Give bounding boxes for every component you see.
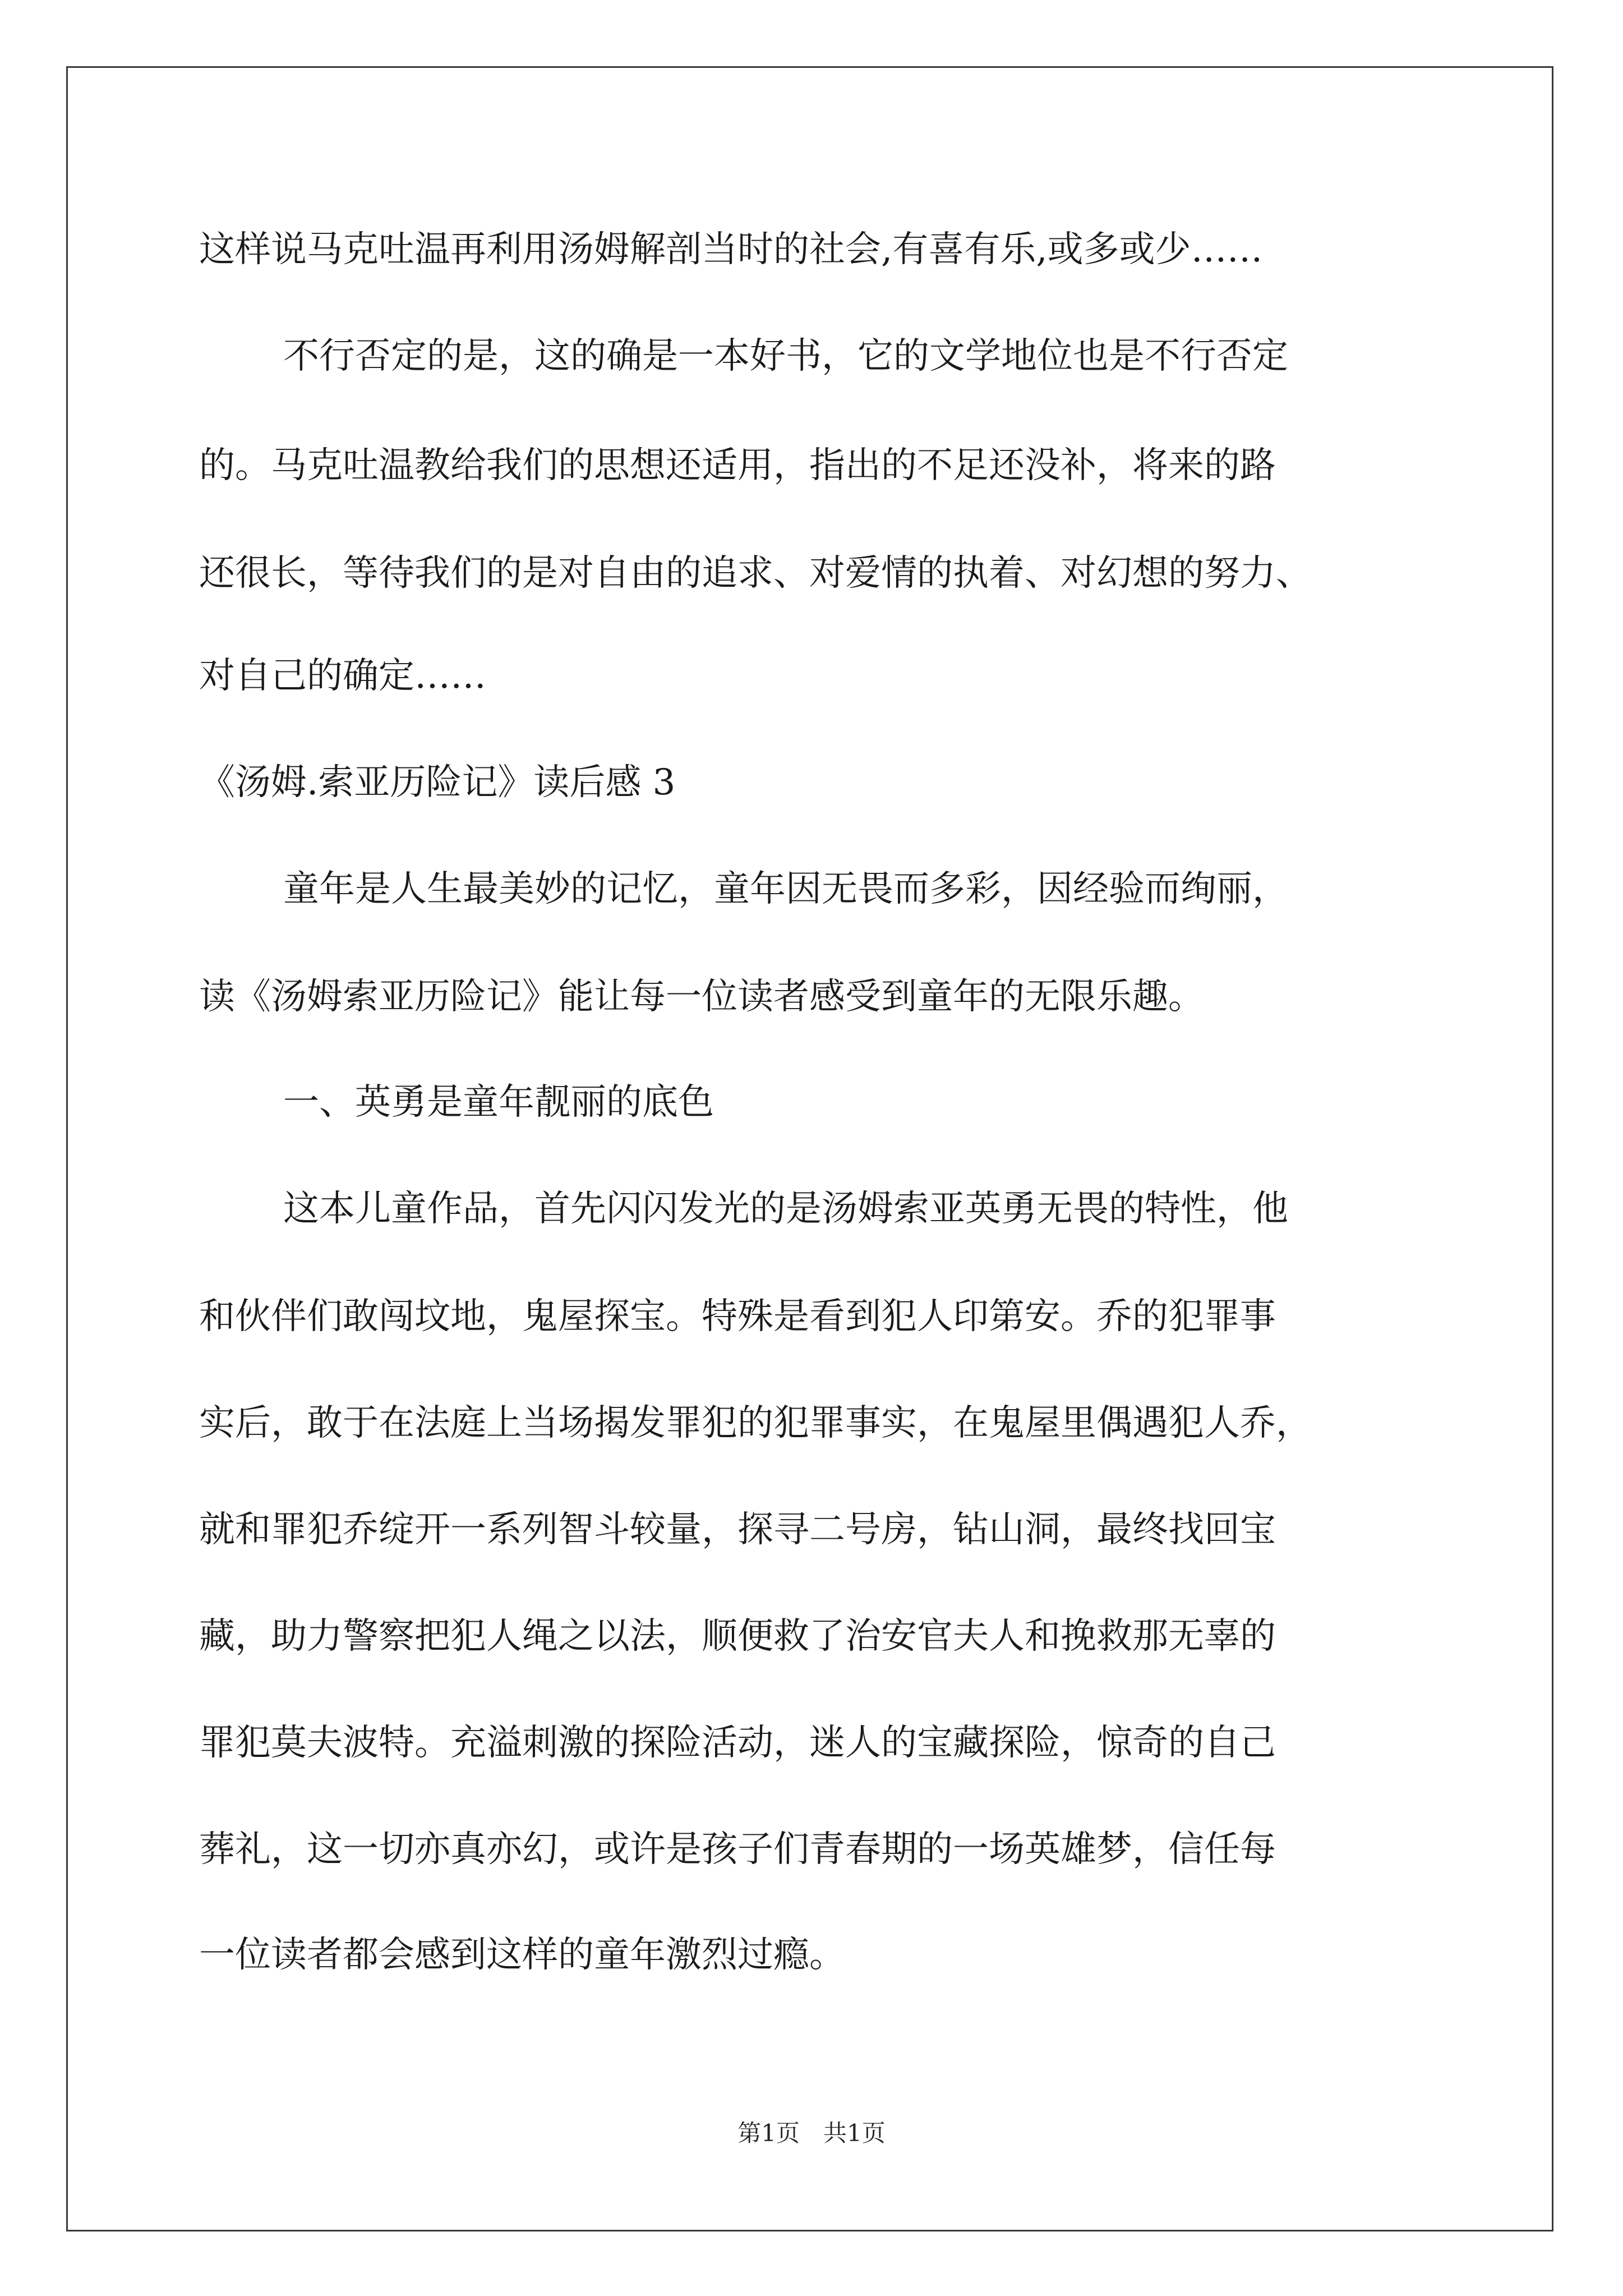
text-line: 读《汤姆索亚历险记》能让每一位读者感受到童年的无限乐趣。 (199, 976, 1204, 1018)
paragraph-start-line: 不行否定的是，这的确是一本好书，它的文学地位也是不行否定 (283, 335, 1288, 377)
text-line: 还很长，等待我们的是对自由的追求、对爱情的执着、对幻想的努力、 (199, 553, 1312, 594)
page-border (66, 66, 1553, 2231)
text-line: 藏，助力警察把犯人绳之以法，顺便救了治安官夫人和挽救那无辜的 (199, 1616, 1276, 1657)
subheading-line: 一、英勇是童年靓丽的底色 (283, 1082, 714, 1123)
text-line: 实后，敢于在法庭上当场揭发罪犯的犯罪事实，在鬼屋里偶遇犯人乔， (199, 1402, 1312, 1444)
text-line: 就和罪犯乔绽开一系列智斗较量，探寻二号房，钻山洞，最终找回宝 (199, 1509, 1276, 1550)
text-line: 葬礼，这一切亦真亦幻，或许是孩子们青春期的一场英雄梦，信任每 (199, 1829, 1276, 1870)
paragraph-start-line: 童年是人生最美妙的记忆，童年因无畏而多彩，因经验而绚丽， (283, 868, 1288, 910)
page-footer: 第1页 共1页 (737, 2119, 886, 2147)
text-line: 一位读者都会感到这样的童年激烈过瘾。 (199, 1934, 845, 1976)
text-line: 罪犯莫夫波特。充溢刺激的探险活动，迷人的宝藏探险，惊奇的自己 (199, 1722, 1276, 1764)
text-line: 和伙伴们敢闯坟地，鬼屋探宝。特殊是看到犯人印第安。乔的犯罪事 (199, 1296, 1276, 1337)
text-line: 这样说马克吐温再利用汤姆解剖当时的社会,有喜有乐,或多或少…… (199, 229, 1263, 270)
paragraph-start-line: 这本儿童作品，首先闪闪发光的是汤姆索亚英勇无畏的特性，他 (283, 1188, 1288, 1230)
section-heading: 《汤姆.索亚历险记》读后感 3 (199, 762, 676, 803)
text-line: 对自己的确定…… (199, 655, 486, 697)
text-line: 的。马克吐温教给我们的思想还适用，指出的不足还没补，将来的路 (199, 445, 1276, 486)
